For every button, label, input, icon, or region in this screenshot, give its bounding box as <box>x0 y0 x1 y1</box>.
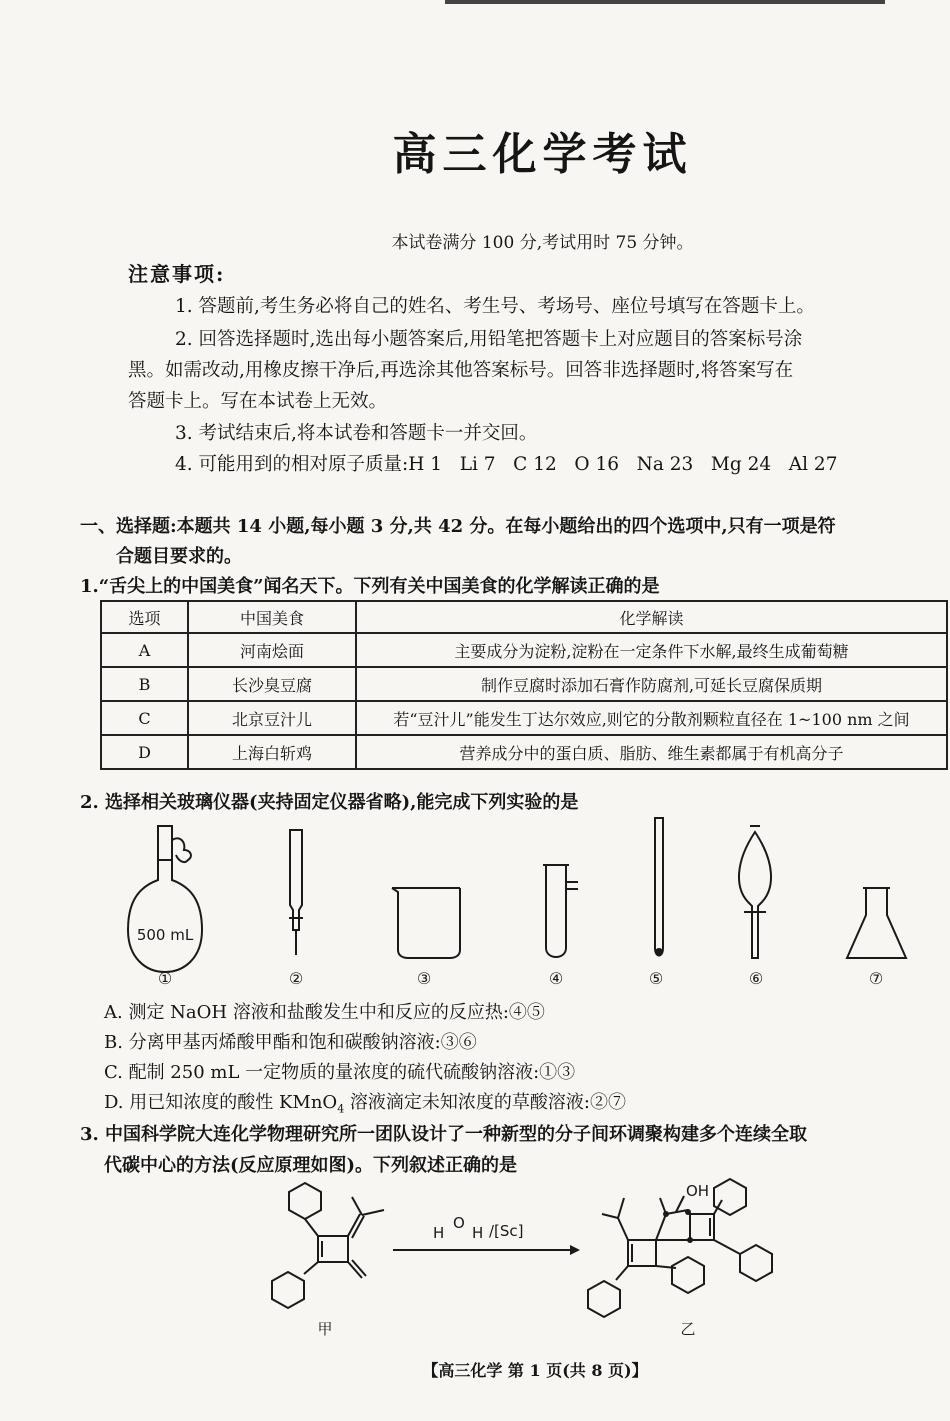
apparatus-label: ⑥ <box>748 969 764 988</box>
question-2-stem: 2. 选择相关玻璃仪器(夹持固定仪器省略),能完成下列实验的是 <box>80 792 579 813</box>
note-item-2-line-3: 答题卡上。写在本试卷上无效。 <box>128 391 388 412</box>
question-1-stem: 1.“舌尖上的中国美食”闻名天下。下列有关中国美食的化学解读正确的是 <box>80 576 660 597</box>
reagent-catalyst: /[Sc] <box>489 1222 524 1240</box>
table-cell: 若“豆汁儿”能发生丁达尔效应,则它的分散剂颗粒直径在 1~100 nm 之间 <box>356 701 947 735</box>
question-2-option-d <box>104 1088 626 1116</box>
table-cell: 河南烩面 <box>188 633 356 667</box>
reactant-jia-structure <box>272 1183 384 1308</box>
exam-info: 本试卷满分 100 分,考试用时 75 分钟。 <box>391 233 694 253</box>
apparatus-label: ⑦ <box>868 969 884 988</box>
hydroxyl-label: OH <box>686 1182 710 1200</box>
apparatus-label: ⑤ <box>648 969 664 988</box>
option-d-text: D. 用已知浓度的酸性 KMnO <box>104 1092 338 1113</box>
notes-heading: 注意事项: <box>128 262 226 286</box>
burette-icon <box>289 830 303 955</box>
table-cell: C <box>101 701 188 735</box>
table-header: 选项 <box>101 601 188 633</box>
note-item-2-line-2: 黑。如需改动,用橡皮擦干净后,再选涂其他答案标号。回答非选择题时,将答案写在 <box>128 360 794 381</box>
option-d-text-cont: 溶液滴定未知浓度的草酸溶液:②⑦ <box>344 1092 626 1113</box>
question-2-option-c: C. 配制 250 mL 一定物质的量浓度的硫代硫酸钠溶液:①③ <box>104 1062 576 1083</box>
reagent-h-right: H <box>472 1224 484 1242</box>
section-1-heading-cont: 合题目要求的。 <box>116 546 242 567</box>
apparatus-label: ② <box>288 969 304 988</box>
apparatus-label: ① <box>157 969 173 988</box>
conical-flask-icon <box>847 888 906 958</box>
page-title: 高三化学考试 <box>392 129 693 180</box>
label-yi: 乙 <box>680 1320 696 1338</box>
reagent-h-left: H <box>433 1224 445 1242</box>
option-d-subscript: 4 <box>337 1102 345 1116</box>
table-cell: A <box>101 633 188 667</box>
question-2-option-b: B. 分离甲基丙烯酸甲酯和饱和碳酸钠溶液:③⑥ <box>104 1032 477 1053</box>
table-cell: 主要成分为淀粉,淀粉在一定条件下水解,最终生成葡萄糖 <box>356 633 947 667</box>
table-header: 化学解读 <box>356 601 947 633</box>
page-footer: 【高三化学 第 1 页(共 8 页)】 <box>422 1361 648 1380</box>
table-cell: 长沙臭豆腐 <box>188 667 356 701</box>
thermometer-icon <box>655 818 663 956</box>
table-header: 中国美食 <box>188 601 356 633</box>
note-item-1: 1. 答题前,考生务必将自己的姓名、考生号、考场号、座位号填写在答题卡上。 <box>175 296 815 317</box>
reaction-arrow <box>393 1245 580 1255</box>
table-cell: 上海白斩鸡 <box>188 735 356 769</box>
section-1-heading: 一、选择题:本题共 14 小题,每小题 3 分,共 42 分。在每小题给出的四个选项中,只有一项是符 <box>80 516 836 537</box>
table-cell: 营养成分中的蛋白质、脂肪、维生素都属于有机高分子 <box>356 735 947 769</box>
beaker-icon <box>392 888 460 958</box>
table-cell: D <box>101 735 188 769</box>
flask-volume-label: 500 mL <box>136 926 194 944</box>
apparatus-label: ④ <box>548 969 564 988</box>
product-yi-structure <box>588 1179 772 1317</box>
volumetric-flask-icon <box>128 826 202 972</box>
reagent-oxygen: O <box>453 1214 465 1232</box>
label-jia: 甲 <box>317 1320 333 1338</box>
note-item-3: 3. 考试结束后,将本试卷和答题卡一并交回。 <box>175 423 538 444</box>
branched-test-tube-icon <box>543 865 578 957</box>
table-cell: 北京豆汁儿 <box>188 701 356 735</box>
note-item-2-line-1: 2. 回答选择题时,选出每小题答案后,用铅笔把答题卡上对应题目的答案标号涂 <box>175 329 803 350</box>
table-cell: B <box>101 667 188 701</box>
question-3-stem-line-1: 3. 中国科学院大连化学物理研究所一团队设计了一种新型的分子间环调聚构建多个连续全取 <box>80 1124 808 1145</box>
separatory-funnel-icon <box>739 826 771 958</box>
apparatus-label: ③ <box>416 969 432 988</box>
table-cell: 制作豆腐时添加石膏作防腐剂,可延长豆腐保质期 <box>356 667 947 701</box>
question-2-option-a: A. 测定 NaOH 溶液和盐酸发生中和反应的反应热:④⑤ <box>104 1002 545 1023</box>
note-item-4: 4. 可能用到的相对原子质量:H 1 Li 7 C 12 O 16 Na 23 Mg 24 Al 27 <box>175 454 838 475</box>
question-3-stem-line-2: 代碳中心的方法(反应原理如图)。下列叙述正确的是 <box>104 1155 518 1176</box>
